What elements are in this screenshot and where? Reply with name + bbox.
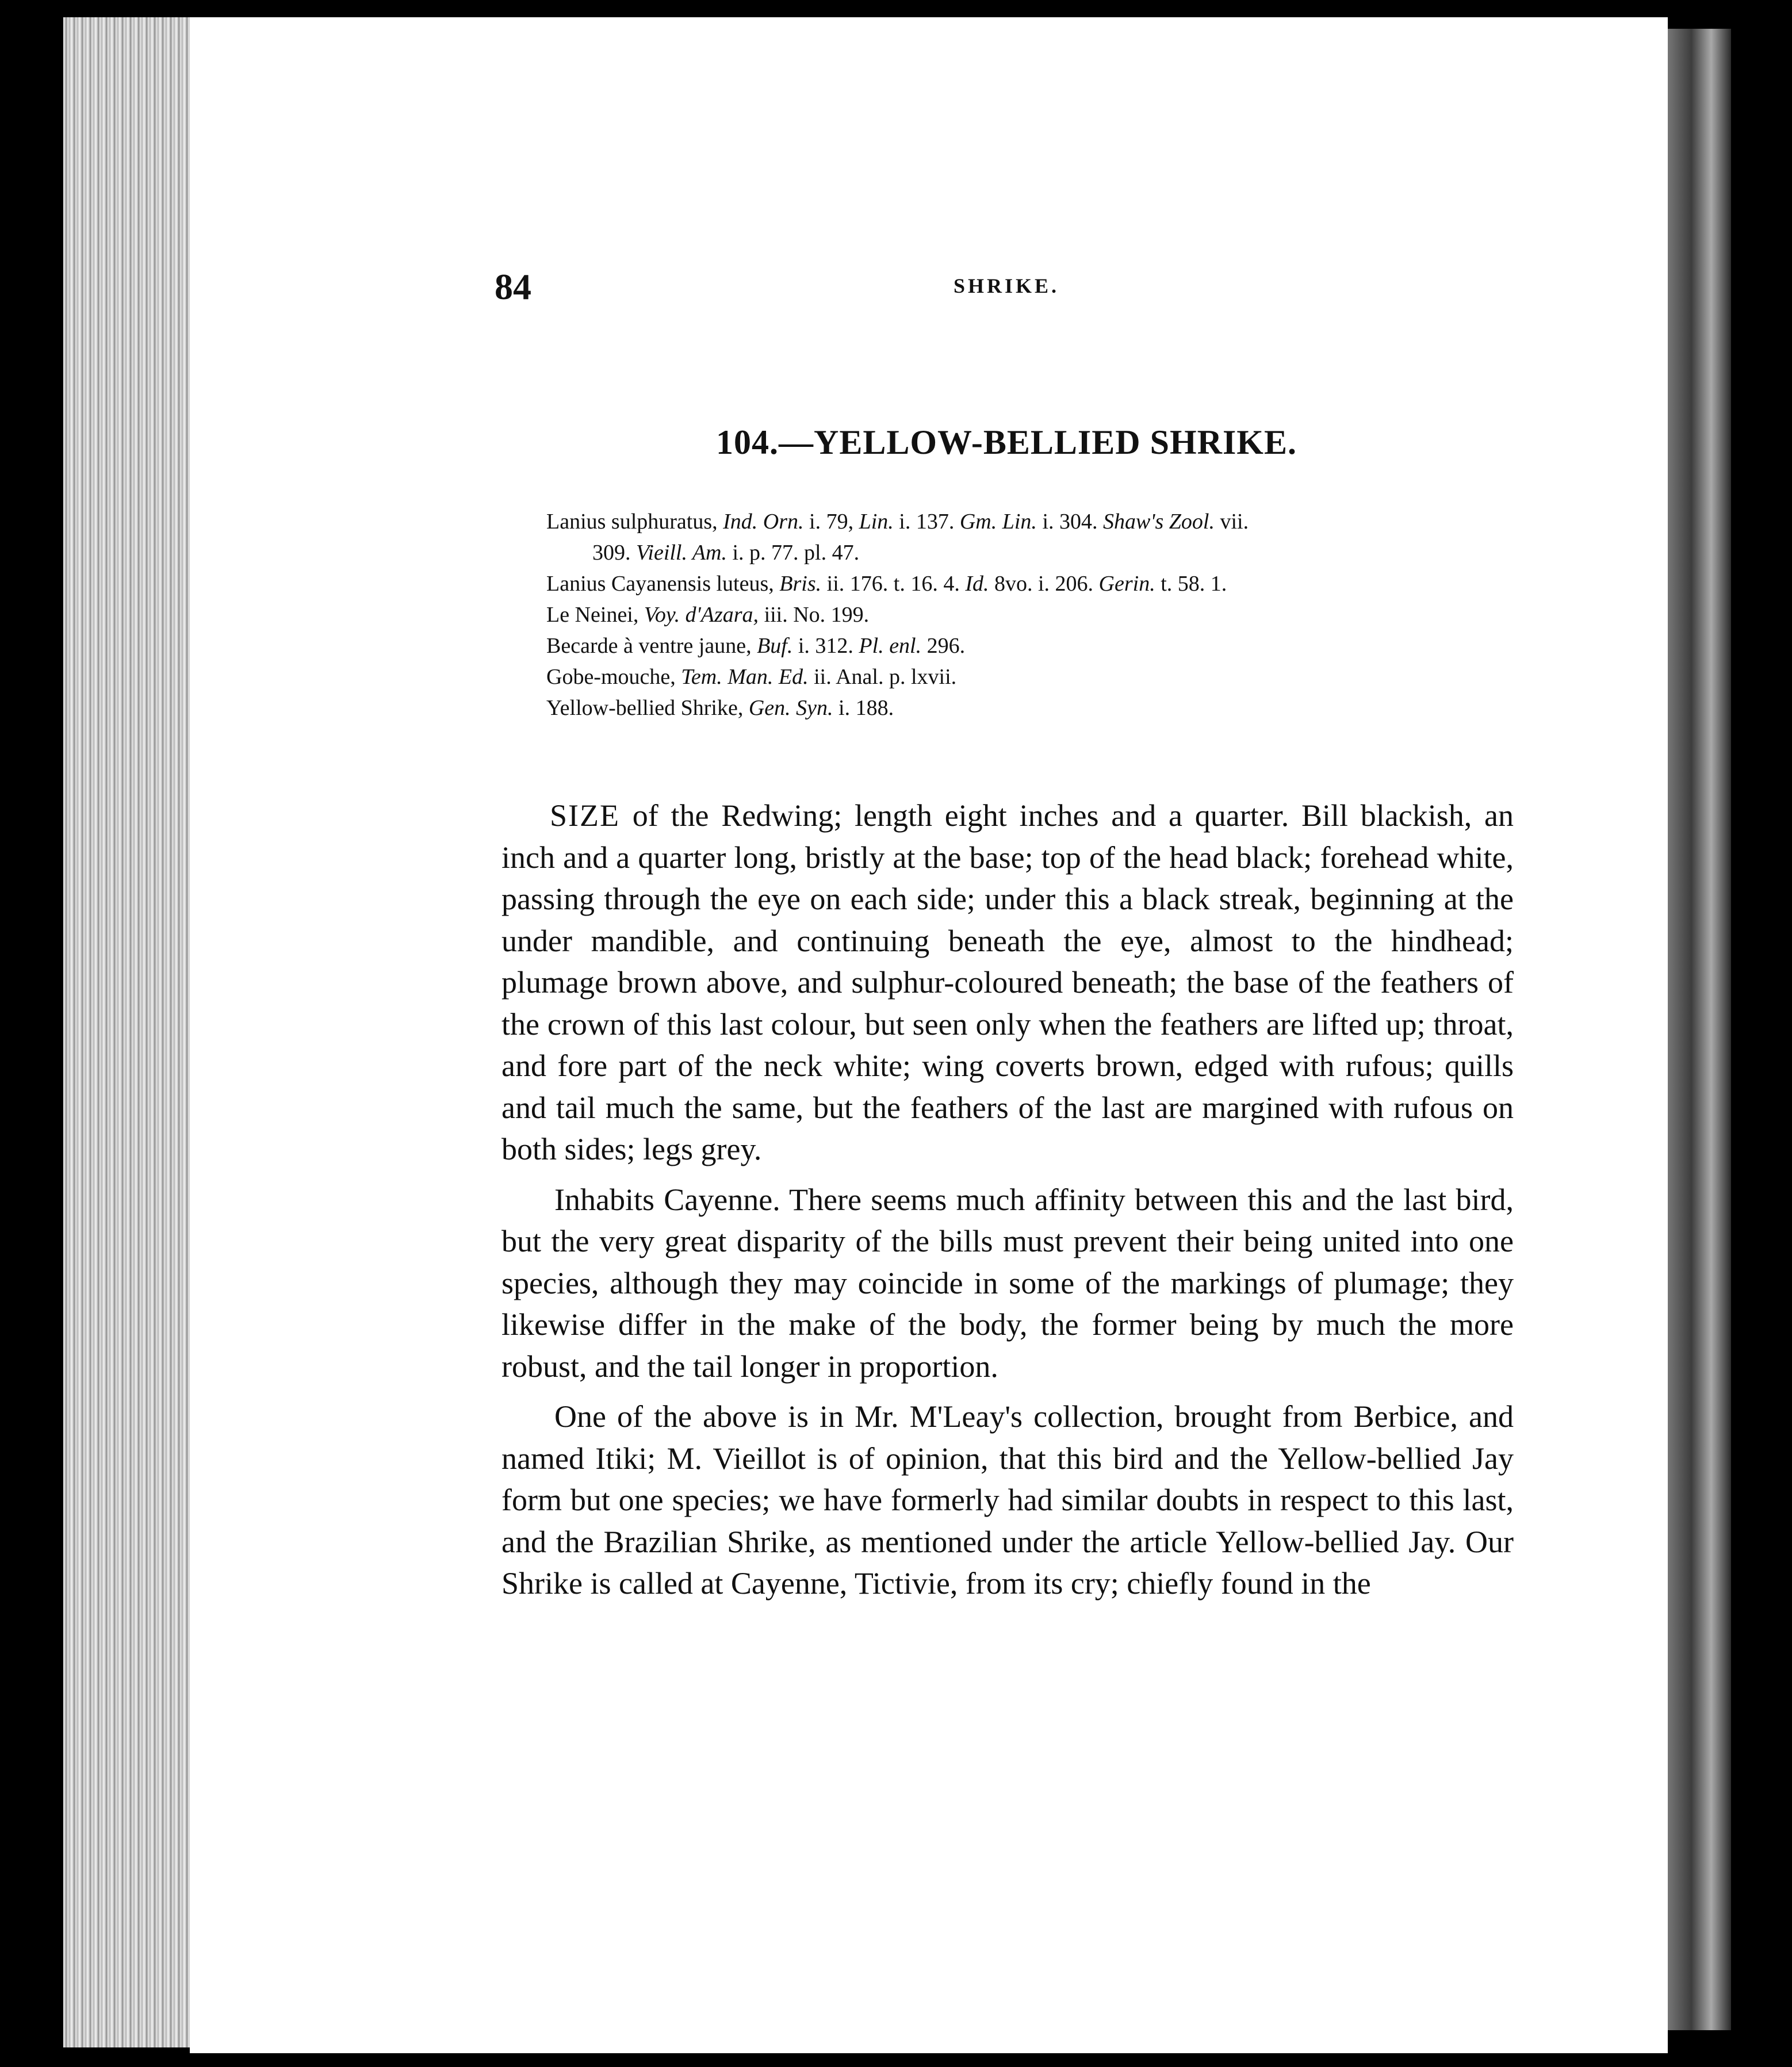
citation-abbrev: Tem. Man. Ed. <box>681 665 809 689</box>
synonym-text: i. 188. <box>833 696 894 720</box>
synonym-entry <box>546 599 1518 630</box>
synonym-entry <box>546 568 1518 599</box>
synonym-text: ii. Anal. p. lxvii. <box>808 665 957 689</box>
book-cover-edge <box>1665 29 1731 2030</box>
synonym-text: i. 304. <box>1036 510 1103 534</box>
synonym-text: i. 312. <box>792 634 859 658</box>
synonym-text: 8vo. i. 206. <box>989 572 1099 596</box>
paragraph-description-text: of the Redwing; length eight inches and a quarter. Bill blackish, an inch and a quarter long, bristly at the base; top of the head black; forehead white, passing through the eye on each side; under this a black streak, beginning at the under mandible, and continuing beneath the eye, almost to the hindhead; plumage brown above, and sulphur-coloured beneath; the base of the feathers of the crown of this last colour, but seen only when the feathers are lifted up; throat, and fore part of the neck white; wing coverts brown, edged with rufous; quills and tail much the same, but the feathers of the last are margined with rufous on both sides; legs grey. <box>501 798 1514 1166</box>
lead-word: SIZE <box>550 798 620 833</box>
paragraph-habitat: Inhabits Cayenne. There seems much affinity between this and the last bird, but the very great disparity of the bills must prevent their being united into one species, although they may coincide in some of the markings of plumage; they likewise differ in the make of the body, the former being by much the more robust, and the tail longer in proportion. <box>501 1182 1514 1384</box>
citation-abbrev: Vieill. Am. <box>636 541 727 565</box>
synonym-text: 309. <box>592 541 636 565</box>
synonym-text: t. 58. 1. <box>1155 572 1227 596</box>
paragraph-notes: One of the above is in Mr. M'Leay's collection, brought from Berbice, and named Itiki; M. Vieillot is of opinion, that this bird and the Yellow-bellied Jay form but one species; we have formerly had similar doubts in respect to this last, and the Brazilian Shrike, as mentioned under the article Yellow-bellied Jay. Our Shrike is called at Cayenne, Tictivie, from its cry; chiefly found in the <box>501 1399 1514 1601</box>
synonym-text: iii. No. 199. <box>759 603 870 627</box>
synonym-text: Lanius sulphuratus, <box>546 510 723 534</box>
synonym-text: Gobe-mouche, <box>546 665 681 689</box>
body-text <box>501 795 1514 1613</box>
article-title: 104.—YELLOW-BELLIED SHRIKE. <box>716 423 1297 461</box>
citation-abbrev: Buf. <box>757 634 793 658</box>
synonym-entry <box>546 630 1518 661</box>
running-title: SHRIKE. <box>953 274 1060 297</box>
citation-abbrev: Lin. <box>859 510 894 534</box>
citation-abbrev: Pl. enl. <box>859 634 922 658</box>
citation-abbrev: Id. <box>965 572 989 596</box>
citation-abbrev: Voy. d'Azara, <box>644 603 759 627</box>
paragraph-description <box>501 795 1514 1170</box>
synonym-entry <box>546 661 1518 692</box>
citation-abbrev: Shaw's Zool. <box>1103 510 1215 534</box>
running-head <box>495 266 1518 312</box>
synonym-entry <box>546 506 1518 568</box>
synonym-text: i. p. 77. pl. 47. <box>726 541 860 565</box>
synonym-text: 296. <box>921 634 966 658</box>
book-page-edges <box>63 17 196 2047</box>
citation-abbrev: Bris. <box>779 572 822 596</box>
synonym-text: Lanius Cayanensis luteus, <box>546 572 780 596</box>
synonym-text: i. 79, <box>803 510 859 534</box>
synonym-text: ii. 176. t. 16. 4. <box>821 572 966 596</box>
synonym-text: Le Neinei, <box>546 603 644 627</box>
citation-abbrev: Ind. Orn. <box>723 510 804 534</box>
synonym-text: vii. <box>1214 510 1249 534</box>
page-number: 84 <box>495 266 531 307</box>
synonym-entry <box>546 692 1518 724</box>
citation-abbrev: Gm. Lin. <box>959 510 1037 534</box>
synonym-text: Becarde à ventre jaune, <box>546 634 757 658</box>
synonym-text: Yellow-bellied Shrike, <box>546 696 749 720</box>
synonymy-list <box>546 506 1518 724</box>
synonym-text: i. 137. <box>893 510 960 534</box>
citation-abbrev: Gerin. <box>1098 572 1155 596</box>
citation-abbrev: Gen. Syn. <box>748 696 833 720</box>
